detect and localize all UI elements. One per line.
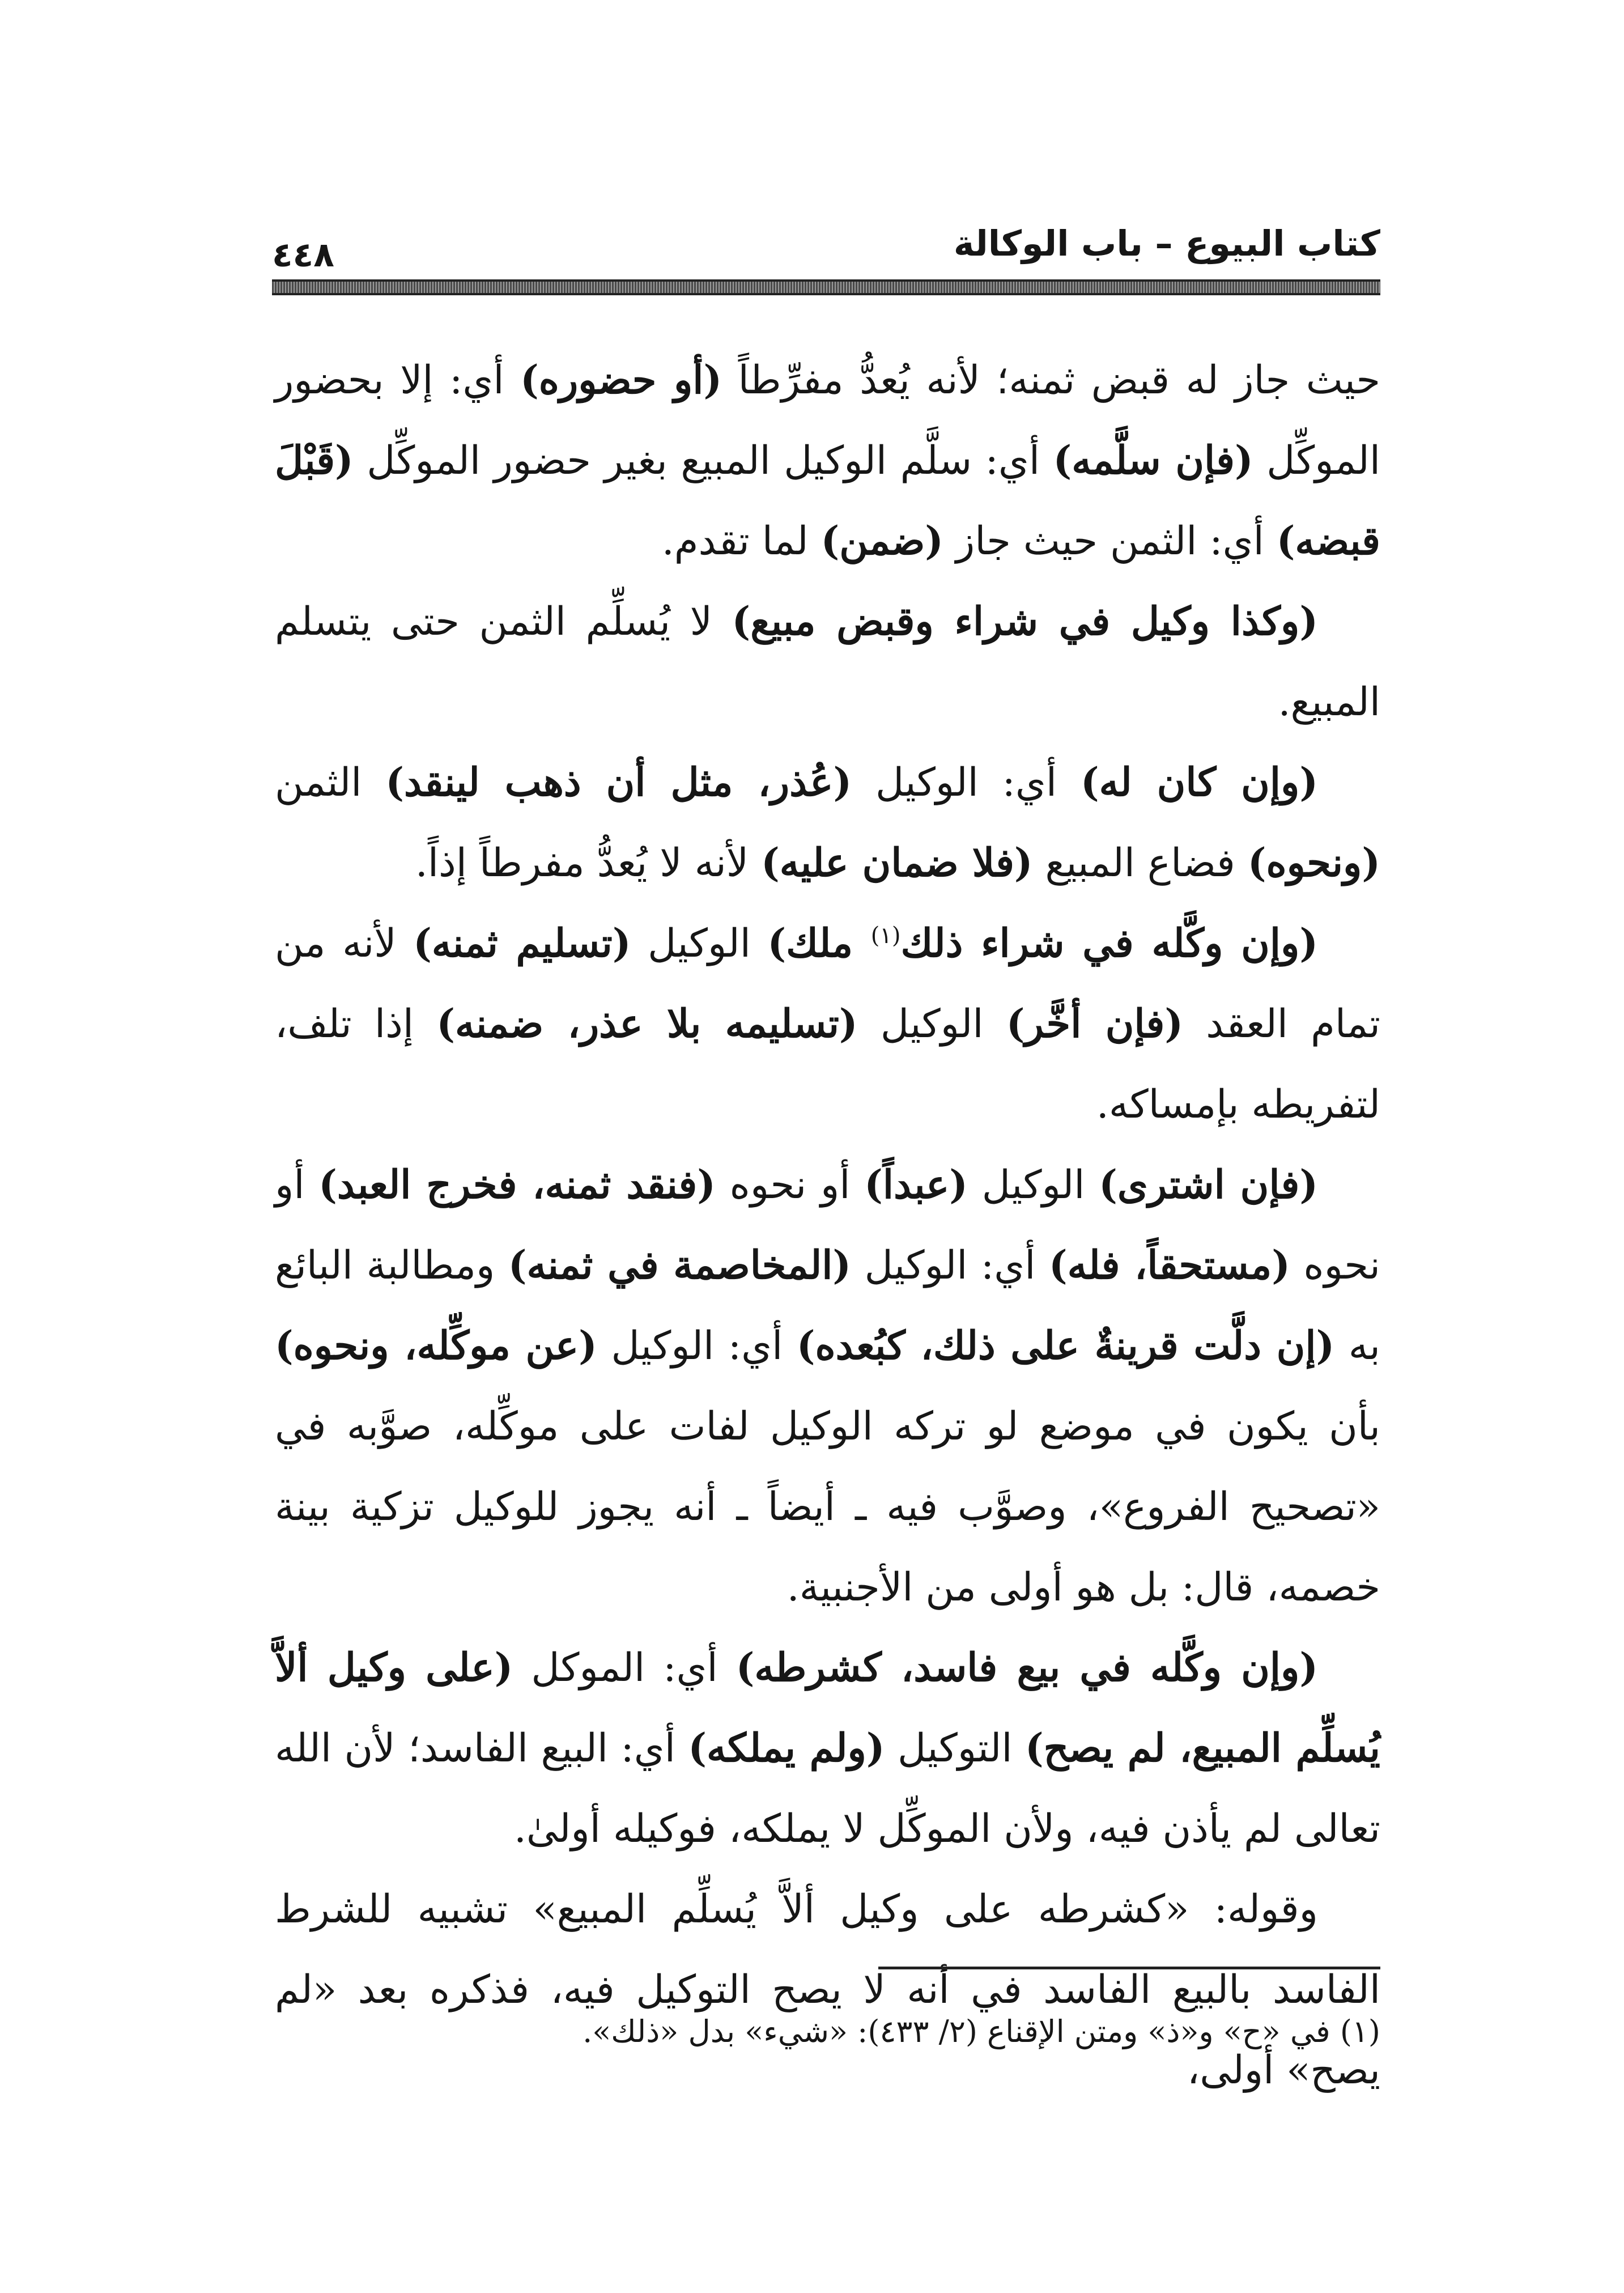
text-run: أي: الوكيل [852, 760, 1081, 805]
matn-text: (فإن أخَّر) [1006, 1001, 1184, 1047]
text-run: حيث جاز له قبض ثمنه؛ لأنه يُعدُّ مفرِّطاً [722, 358, 1380, 403]
matn-text: (وإن وكَّله في بيع فاسد، كشرطه) [736, 1645, 1319, 1691]
matn-text: (وكذا وكيل في شراء وقبض مبيع) [732, 598, 1318, 644]
matn-text: ملك) [767, 920, 871, 966]
matn-text: (وإن وكَّله في شراء ذلك [900, 920, 1318, 966]
text-run: فضاع المبيع [1032, 840, 1248, 886]
header-rule [272, 279, 1380, 295]
text-run: أو نحوه [275, 1162, 1380, 1288]
matn-text: (عبداً) [864, 1162, 968, 1208]
text-run: لأنه لا يُعدُّ مفرطاً إذاً. [415, 840, 762, 886]
text-run: أو نحوه [715, 1162, 865, 1208]
matn-text: (إن دلَّت قرينةٌ على ذلك، كبُعده) [796, 1323, 1335, 1369]
matn-text: (فإن سلَّمه) [1053, 438, 1253, 483]
text-run: أي: إلا بحضور الموكِّل [275, 358, 1380, 483]
matn-text: (ضمن) [820, 518, 943, 564]
paragraph-2 [275, 581, 1380, 742]
matn-text: (على وكيل ألاَّ يُسلِّم المبيع، لم يصح) [275, 1645, 1381, 1771]
matn-text: (أو حضوره) [520, 357, 722, 403]
matn-text: (ولم يملكه) [688, 1725, 885, 1771]
text-run: الوكيل [857, 1001, 1006, 1047]
text-run: لما تقدم. [661, 519, 821, 564]
text-run: لأنه من تمام العقد [275, 921, 1380, 1047]
matn-text: (ونحوه) [1247, 840, 1380, 886]
page-header [272, 218, 1380, 281]
text-run: الثمن [275, 760, 386, 805]
text-run: الوكيل [967, 1162, 1099, 1208]
paragraph-3 [275, 742, 1380, 903]
paragraph-5 [275, 1145, 1380, 1628]
matn-text: (تسليم ثمنه) [413, 920, 631, 966]
text-run: وقوله: «كشرطه على وكيل ألاَّ يُسلِّم المبيع» تشبيه للشرط الفاسد بالبيع الفاسد في أنه لا يصح التوكيل فيه، فذكره بعد «لم يصح» أولى، [275, 1887, 1380, 2093]
text-run: أي: البيع الفاسد؛ لأن الله تعالى لم يأذن فيه، ولأن الموكِّل لا يملكه، فوكيله أولىٰ. [275, 1726, 1380, 1852]
text-run: إذا تلف، لتفريطه بإمساكه. [275, 1001, 1380, 1127]
matn-text: (فنقد ثمنه، فخرج العبد) [318, 1162, 716, 1208]
text-run: لا يُسلِّم الثمن حتى يتسلم المبيع. [275, 599, 1380, 725]
matn-text: (فلا ضمان عليه) [761, 840, 1033, 886]
text-run: الوكيل [631, 921, 768, 966]
matn-text: (تسليمه بلا عذر، ضمنه) [436, 1001, 858, 1047]
text-run: بأن يكون في موضع لو تركه الوكيل لفات على موكِّله، صوَّبه في «تصحيح الفروع»، وصوَّب فيه ـ أيضاً ـ أنه يجوز للوكيل تزكية بينة خصمه، قال: بل هو أولى من الأجنبية. [275, 1404, 1380, 1610]
matn-text: (وإن كان له) [1081, 759, 1318, 805]
paragraph-1 [275, 340, 1380, 581]
text-run: أي: الوكيل [851, 1243, 1049, 1288]
paragraph-6 [275, 1628, 1380, 1869]
text-run: التوكيل [885, 1726, 1025, 1771]
footnote-1: (١) في «ح» و«ذ» ومتن الإقناع (٢/ ٤٣٣): «شيء» بدل «ذلك». [583, 2014, 1380, 2049]
text-run: أي: الوكيل [597, 1323, 797, 1369]
matn-text: (فإن اشترى) [1099, 1162, 1318, 1208]
page-number: ٤٤٨ [272, 235, 334, 275]
matn-text: (قَبْلَ قبضه) [275, 438, 1380, 564]
running-title: كتاب البيوع – باب الوكالة [953, 223, 1380, 264]
main-text [275, 340, 1380, 2111]
footnote-marker: (١) [870, 923, 901, 949]
text-run: أي: الثمن حيث جاز [943, 519, 1277, 564]
text-run: ومطالبة البائع به [275, 1243, 1380, 1369]
matn-text: (مستحقاً، فله) [1048, 1242, 1290, 1288]
text-run: أي: سلَّم الوكيل المبيع بغير حضور الموكِّل [353, 438, 1053, 483]
text-run: أي: الموكل [513, 1645, 736, 1691]
paragraph-7 [275, 1869, 1380, 2111]
matn-text: (عُذر، مثل أن ذهب لينقد) [385, 759, 852, 805]
paragraph-4 [275, 903, 1380, 1145]
matn-text: (عن موكِّله، ونحوه) [275, 1323, 597, 1369]
footnote-rule [878, 1967, 1380, 1969]
matn-text: (المخاصمة في ثمنه) [508, 1242, 852, 1288]
